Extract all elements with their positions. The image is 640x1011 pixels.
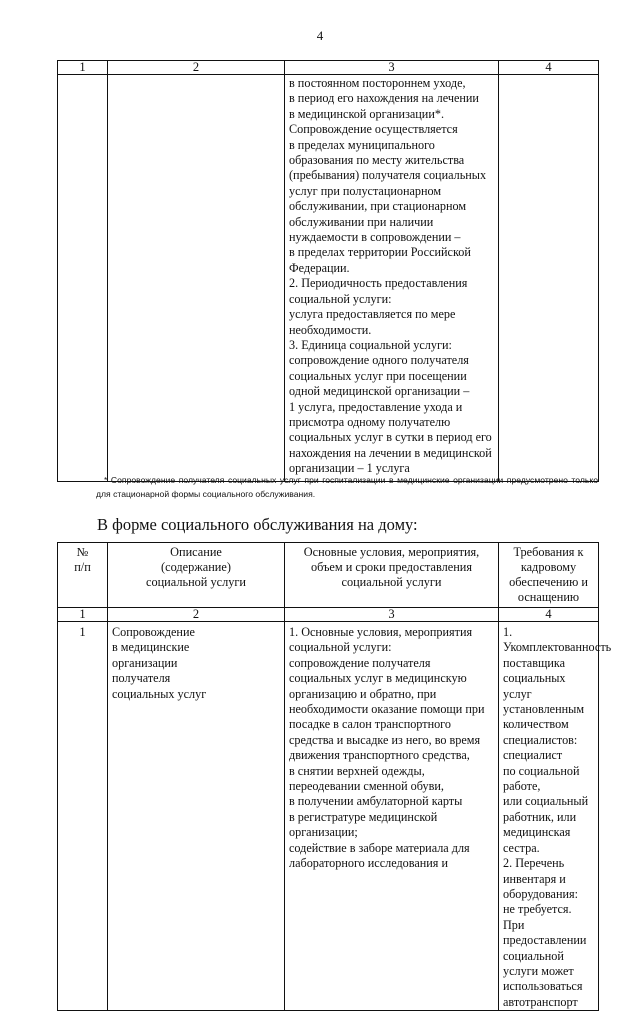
- header-conditions: [285, 543, 499, 608]
- cell-description: [108, 622, 285, 1011]
- column-number-row: [58, 61, 599, 75]
- home-service-table: [57, 542, 612, 1011]
- column-number: 3: [285, 608, 499, 622]
- column-number: 4: [499, 608, 599, 622]
- header-row: [58, 543, 599, 608]
- cell-requirements: [499, 75, 599, 482]
- requirements-text: 1. Укомплектованность поставщика социальных услуг установленным количеством специалистов: специалист по социальной работе, или социальный работник, или медицинская сестра. 2. Перечень инвентаря и оборудования: не требуется. При предоставлении социальной услуги может использоваться автотранспорт: [503, 625, 612, 1009]
- header-text: Основные условия, мероприятия, объем и сроки предоставления социальной услуги: [303, 545, 480, 589]
- continuation-table: [57, 60, 599, 482]
- table-row: [58, 75, 599, 482]
- header-text: Требования к кадровому обеспечению и оснащению: [509, 545, 588, 604]
- cell-number: [58, 75, 108, 482]
- column-number: 1: [58, 61, 108, 75]
- cell-number: 1: [58, 622, 108, 1011]
- description-text: Сопровождение в медицинские организации получателя социальных услуг: [112, 625, 207, 701]
- section-heading: В форме социального обслуживания на дому:: [97, 515, 418, 534]
- cell-conditions: [285, 75, 499, 482]
- column-number: 2: [108, 608, 285, 622]
- column-number: 4: [499, 61, 599, 75]
- header-text: № п/п: [74, 545, 91, 574]
- table-row: [58, 622, 599, 1011]
- cell-description: [108, 75, 285, 482]
- cell-conditions: [285, 622, 499, 1011]
- header-number: [58, 543, 108, 608]
- column-number: 3: [285, 61, 499, 75]
- column-number: 1: [58, 608, 108, 622]
- footnote: * Сопровождение получателя социальных услуг при госпитализации в медицинские организации предусмотрено только для стационарной формы социального обслуживания.: [96, 475, 598, 499]
- conditions-text: 1. Основные условия, мероприятия социальной услуги: сопровождение получателя социальных услуг в медицинскую организацию и обратно, при необходимости оказание помощи при посадке в салон транспортного средства и высадке из него, во время движения транспортного средства, в снятии верхней одежды, переодевании сменной обуви, в получении амбулаторной карты в регистратуре медицинской организации; содействие в заборе материала для лабораторного исследования и: [289, 625, 485, 871]
- conditions-text: в постоянном постороннем уходе, в период его нахождения на лечении в медицинской организации*. Сопровождение осуществляется в пределах муниципального образования по месту жительства (пребывания) получателя социальных услуг при полустационарном обслуживании, при стационарном обслуживании при наличии нуждаемости в сопровождении – в пределах территории Российской Федерации. 2. Периодичность предоставления социальной услуги: услуга предоставляется по мере необходимости. 3. Единица социальной услуги: сопровождение одного получателя социальных услуг при посещении одной медицинской организации – 1 услуга, предоставление ухода и присмотра одному получателю социальных услуг в сутки в период его нахождения на лечении в медицинской организации – 1 услуга: [289, 76, 492, 476]
- header-text: Описание (содержание) социальной услуги: [146, 545, 246, 589]
- header-requirements: [499, 543, 599, 608]
- page-number: 4: [316, 28, 324, 43]
- column-number: 2: [108, 61, 285, 75]
- header-description: [108, 543, 285, 608]
- column-number-row: [58, 608, 599, 622]
- cell-requirements: [499, 622, 612, 1011]
